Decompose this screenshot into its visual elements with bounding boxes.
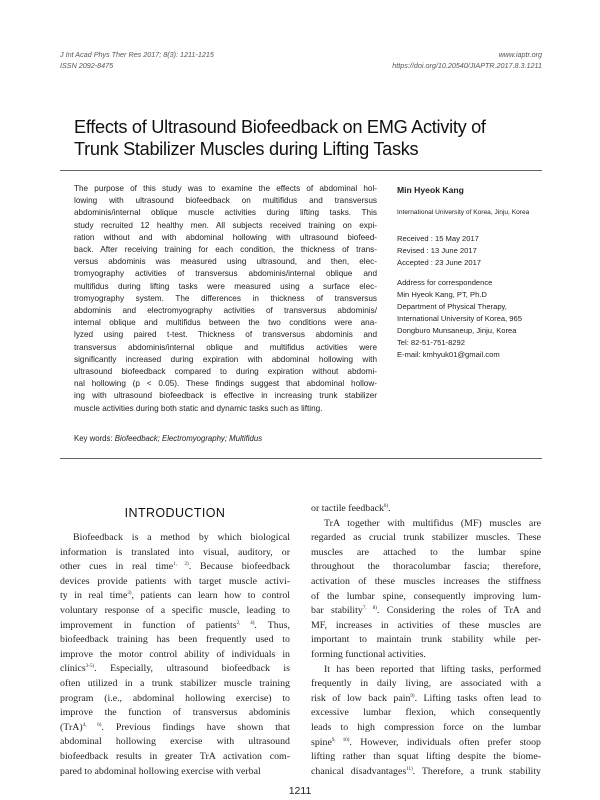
doi-link[interactable]: https://doi.org/10.20540/JIAPTR.2017.8.3.1211 — [392, 61, 542, 70]
abstract-line: study recruited 12 healthy men. All subjects received training on expi- — [74, 220, 377, 230]
body-line: often utilized in a trunk stabilizer muscle training — [60, 677, 290, 689]
body-line: risk of low back pain$^{9)}$. Lifting tasks often lead to — [311, 692, 541, 704]
article-title — [74, 116, 544, 160]
title-rule — [60, 170, 542, 171]
citation: 6) — [383, 504, 389, 509]
body-line: forming functional activities. — [311, 648, 426, 660]
abstract-line: tromyography activities of transversus abdominis/internal oblique and — [74, 269, 377, 279]
citation: 2, 4) — [236, 620, 255, 626]
body-line: information is translated into visual, auditory, or — [60, 546, 290, 558]
body-line: voluntary response of a specific muscle, leading to — [60, 604, 290, 616]
citation: 11) — [406, 766, 413, 772]
abstract-line: ration without and with abdominal hollowing with ultrasound biofeed- — [74, 232, 377, 242]
body-line: throughout the thoracolumbar fascia; therefore, — [311, 561, 541, 573]
received-date: Received : 15 May 2017 — [397, 234, 479, 243]
body-right-column — [311, 502, 541, 779]
abstract-line: abdominis/internal oblique muscle activities during lifting tasks. This — [74, 208, 377, 218]
citation: 9) — [410, 693, 415, 699]
abstract-line: nal hollowing (p < 0.05). These findings suggest that abdominal hollow- — [74, 379, 377, 389]
correspondence-line: International University of Korea, 965 — [397, 314, 522, 323]
keywords — [74, 434, 262, 443]
body-line: chanical disadvantages$^{11)}$. Therefore, a trunk stability — [311, 765, 541, 777]
journal-citation: J Int Acad Phys Ther Res 2017; 8(3): 1211-1215 — [60, 50, 214, 59]
keywords-rule — [60, 458, 542, 459]
citation: 9, 10) — [331, 737, 350, 743]
correspondence-email[interactable]: E-mail: kmhyuk01@gmail.com — [397, 350, 500, 359]
body-line: spine$^{9, 10)}$. However, individuals often prefer stoop — [311, 736, 541, 748]
body-line: improvement in function of patients$^{2, 4)}$. Thus, — [60, 619, 290, 631]
issn: ISSN 2092-8475 — [60, 61, 114, 70]
citation: 1, 2) — [173, 562, 189, 568]
revised-date: Revised : 13 June 2017 — [397, 246, 477, 255]
citation: 7, 8) — [362, 606, 377, 612]
abstract-line: abdominis and electromyography activities of transversus abdominis/ — [74, 306, 377, 316]
citation: 4, 6) — [82, 722, 102, 728]
abstract-line: ing with ultrasound biofeedback is effective in increasing trunk stabilizer — [74, 391, 377, 401]
body-line: program (i.e., abdominal hollowing exercise) to — [60, 692, 290, 704]
body-line: regarded as crucial trunk stabilizer muscles. These — [311, 532, 541, 544]
body-line: improve the motor control ability of individuals in — [60, 648, 290, 660]
body-line: It has been reported that lifting tasks, performed — [324, 663, 541, 675]
body-line: abdominal hollowing exercise with ultrasound — [60, 736, 290, 748]
body-line: other cues in real time$^{1, 2)}$. Because biofeedback — [60, 561, 290, 573]
title-line: Effects of Ultrasound Biofeedback on EMG Activity of — [74, 117, 486, 137]
correspondence-line: Min Hyeok Kang, PT, Ph.D — [397, 290, 487, 299]
abstract-line: muscle activities during both static and dynamic tasks such as lifting. — [74, 403, 323, 413]
abstract — [74, 183, 377, 415]
body-line: of the lumbar spine, consequently improving lum- — [311, 590, 541, 602]
abstract-line: significantly increased during expiration with abdominal hollowing with — [74, 354, 377, 364]
body-line: improve the function of transversus abdominis — [60, 707, 290, 719]
body-line: frequently in daily living, are associated with a — [311, 678, 541, 690]
page-number: 1211 — [288, 785, 312, 797]
abstract-line: ultrasound biofeedback compared to during expiration without abdomi- — [74, 367, 377, 377]
body-line: (TrA)$^{4, 6)}$. Previous findings have shown that — [60, 721, 290, 733]
body-line: lifting rather than squat lifting despite the biome- — [311, 751, 541, 763]
abstract-line: back. After receiving training for each condition, the thickness of trans- — [74, 245, 377, 255]
abstract-line: internal oblique and multifidus between the two conditions were ana- — [74, 318, 377, 328]
body-line: or tactile feedback$^{6)}$. — [311, 503, 391, 514]
journal-website[interactable]: www.iaptr.org — [498, 50, 542, 59]
title-line: Trunk Stabilizer Muscles during Lifting Tasks — [74, 139, 419, 159]
accepted-date: Accepted : 23 June 2017 — [397, 258, 482, 267]
correspondence-line: Dongburo Munsaneup, Jinju, Korea — [397, 326, 517, 335]
citation: 3-5) — [85, 664, 95, 670]
body-line: muscles are attached to the lumbar spine — [311, 546, 541, 558]
body-left-column — [60, 531, 290, 779]
abstract-line: transversus abdominis/internal oblique and multifidus activities were — [74, 342, 377, 352]
body-line: leads to high compression force on the lumbar — [311, 721, 541, 733]
body-line: Biofeedback is a method by which biological — [73, 532, 290, 543]
correspondence-heading: Address for correspondence — [397, 278, 493, 287]
body-line: excessive lumbar flexion, which consequently — [311, 707, 541, 719]
abstract-line: versus abdominis was measured using ultrasound, and then, elec- — [74, 257, 377, 267]
body-line: MF, increases in activities of these muscles are — [311, 619, 541, 631]
body-line: pared to abdominal hollowing exercise with verbal — [60, 765, 261, 777]
body-line: TrA together with multifidus (MF) muscles are — [324, 517, 541, 529]
correspondence-line: Department of Physical Therapy, — [397, 302, 507, 311]
citation: 3) — [127, 591, 132, 597]
abstract-line: multifidus during lifting tasks were measured using a surface elec- — [74, 281, 377, 291]
body-line: activation of these muscles increases the stiffness — [311, 575, 541, 587]
correspondence-phone: Tel: 82-51-751-8292 — [397, 338, 465, 347]
author-affiliation: International University of Korea, Jinju, Korea — [397, 209, 530, 216]
body-line: ty in real time$^{3)}$, patients can learn how to control — [60, 590, 290, 602]
abstract-line: lyzed using paired t-test. Thickness of transversus abdominis and — [74, 330, 377, 340]
abstract-line: The purpose of this study was to examine the effects of abdominal hol- — [74, 184, 377, 193]
abstract-line: tromyography system. The differences in thickness of transversus — [74, 293, 377, 303]
body-line: important to maintain trunk stability while per- — [311, 634, 541, 646]
author-name: Min Hyeok Kang — [397, 185, 464, 195]
body-line: devices provide patients with target muscle activi- — [60, 575, 290, 587]
body-line: biofeedback training has been frequently used to — [60, 634, 290, 646]
body-line: biofeedback results in greater TrA activation com- — [60, 750, 290, 762]
body-line: bar stability$^{7, 8)}$. Considering the roles of TrA and — [311, 605, 541, 617]
keywords-terms: Biofeedback; Electromyography; Multifidus — [114, 434, 263, 443]
body-line: clinics$^{3-5)}$. Especially, ultrasound biofeedback is — [60, 663, 290, 675]
keywords-label: Key words: — [74, 434, 113, 443]
abstract-line: lowing with ultrasound biofeedback on multifidus and transversus — [74, 196, 377, 206]
section-heading: INTRODUCTION — [124, 506, 226, 520]
